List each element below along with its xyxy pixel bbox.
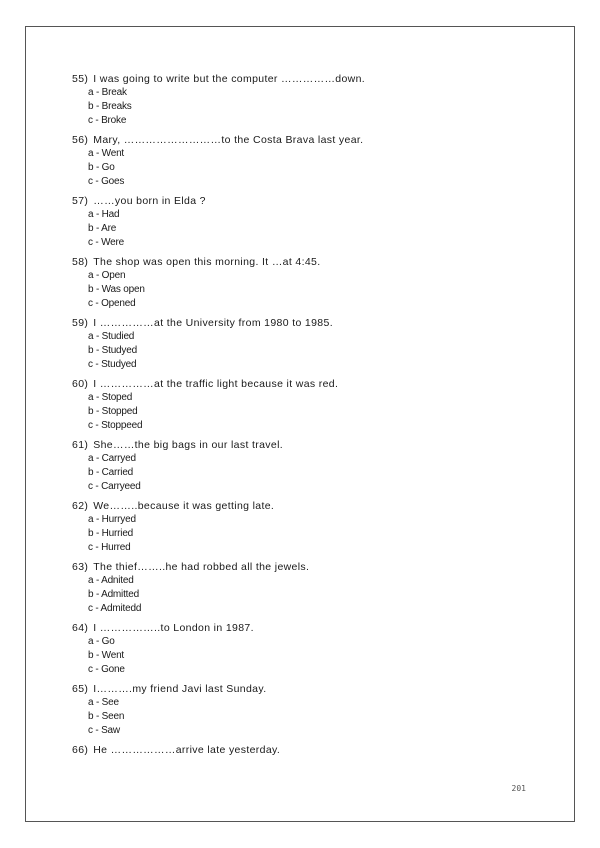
question-number: 65)	[72, 683, 89, 695]
answer-option: b - Seen	[88, 711, 125, 722]
question-stem	[72, 255, 542, 269]
answer-option: b - Went	[88, 650, 125, 661]
question-item	[72, 255, 542, 311]
answer-option: a - Go	[88, 636, 115, 647]
question-text: The thief……..he had robbed all the jewels.	[93, 561, 310, 573]
question-number: 63)	[72, 561, 89, 573]
answer-option: c - Were	[88, 237, 124, 248]
question-number: 56)	[72, 134, 89, 146]
answer-option: b - Hurried	[88, 528, 134, 539]
answer-option: a - Open	[88, 270, 126, 281]
answer-option: c - Stoppeed	[88, 420, 143, 431]
question-item	[72, 682, 542, 738]
answer-option: c - Hurred	[88, 542, 131, 553]
question-number: 64)	[72, 622, 89, 634]
question-text: I ……………at the University from 1980 to 1985.	[93, 317, 333, 329]
answer-option: c - Carryeed	[88, 481, 141, 492]
question-number: 59)	[72, 317, 89, 329]
question-stem	[72, 621, 542, 635]
question-item	[72, 438, 542, 494]
answer-option: c - Gone	[88, 664, 125, 675]
question-text: We……..because it was getting late.	[93, 500, 275, 512]
question-text: I was going to write but the computer ……………down.	[93, 73, 366, 85]
answer-option: a - Stoped	[88, 392, 133, 403]
question-number: 60)	[72, 378, 89, 390]
answer-option: b - Stopped	[88, 406, 138, 417]
question-stem	[72, 72, 542, 86]
question-text: The shop was open this morning. It …at 4:45.	[93, 256, 321, 268]
question-stem	[72, 499, 542, 513]
question-text: She……the big bags in our last travel.	[93, 439, 284, 451]
answer-option: b - Studyed	[88, 345, 137, 356]
answer-option: c - Saw	[88, 725, 120, 736]
question-number: 61)	[72, 439, 89, 451]
answer-option: b - Was open	[88, 284, 145, 295]
question-number: 58)	[72, 256, 89, 268]
question-text: He ………………arrive late yesterday.	[93, 744, 281, 756]
question-number: 62)	[72, 500, 89, 512]
question-number: 66)	[72, 744, 89, 756]
question-item	[72, 194, 542, 250]
question-item	[72, 316, 542, 372]
question-list	[72, 72, 542, 757]
question-text: ……you born in Elda ?	[93, 195, 206, 207]
question-item	[72, 377, 542, 433]
answer-option: b - Carried	[88, 467, 134, 478]
answer-option: a - Hurryed	[88, 514, 136, 525]
answer-option: a - Carryed	[88, 453, 136, 464]
question-number: 57)	[72, 195, 89, 207]
answer-option: b - Go	[88, 162, 115, 173]
document-page	[25, 26, 575, 822]
question-item	[72, 621, 542, 677]
answer-option: b - Admitted	[88, 589, 139, 600]
answer-option: a - Had	[88, 209, 120, 220]
page-number: 201	[511, 784, 526, 793]
question-text: I ……………at the traffic light because it was red.	[93, 378, 339, 390]
question-stem	[72, 194, 542, 208]
question-stem	[72, 743, 542, 757]
answer-option: a - Adnited	[88, 575, 134, 586]
question-item	[72, 743, 542, 757]
answer-option: c - Goes	[88, 176, 125, 187]
question-number: 55)	[72, 73, 89, 85]
answer-option: a - Went	[88, 148, 125, 159]
question-stem	[72, 316, 542, 330]
question-stem	[72, 560, 542, 574]
question-item	[72, 499, 542, 555]
question-stem	[72, 377, 542, 391]
question-text: Mary, ………………………to the Costa Brava last year.	[93, 134, 364, 146]
answer-option: a - Break	[88, 87, 127, 98]
question-stem	[72, 133, 542, 147]
answer-option: c - Broke	[88, 115, 127, 126]
answer-option: b - Breaks	[88, 101, 132, 112]
answer-option: a - Studied	[88, 331, 135, 342]
question-item	[72, 133, 542, 189]
answer-option: c - Studyed	[88, 359, 137, 370]
question-item	[72, 72, 542, 128]
question-stem	[72, 682, 542, 696]
question-text: I ……………..to London in 1987.	[93, 622, 254, 634]
answer-option: b - Are	[88, 223, 117, 234]
answer-option: a - See	[88, 697, 119, 708]
question-text: I……….my friend Javi last Sunday.	[93, 683, 267, 695]
question-item	[72, 560, 542, 616]
answer-option: c - Opened	[88, 298, 136, 309]
question-stem	[72, 438, 542, 452]
answer-option: c - Admitedd	[88, 603, 142, 614]
